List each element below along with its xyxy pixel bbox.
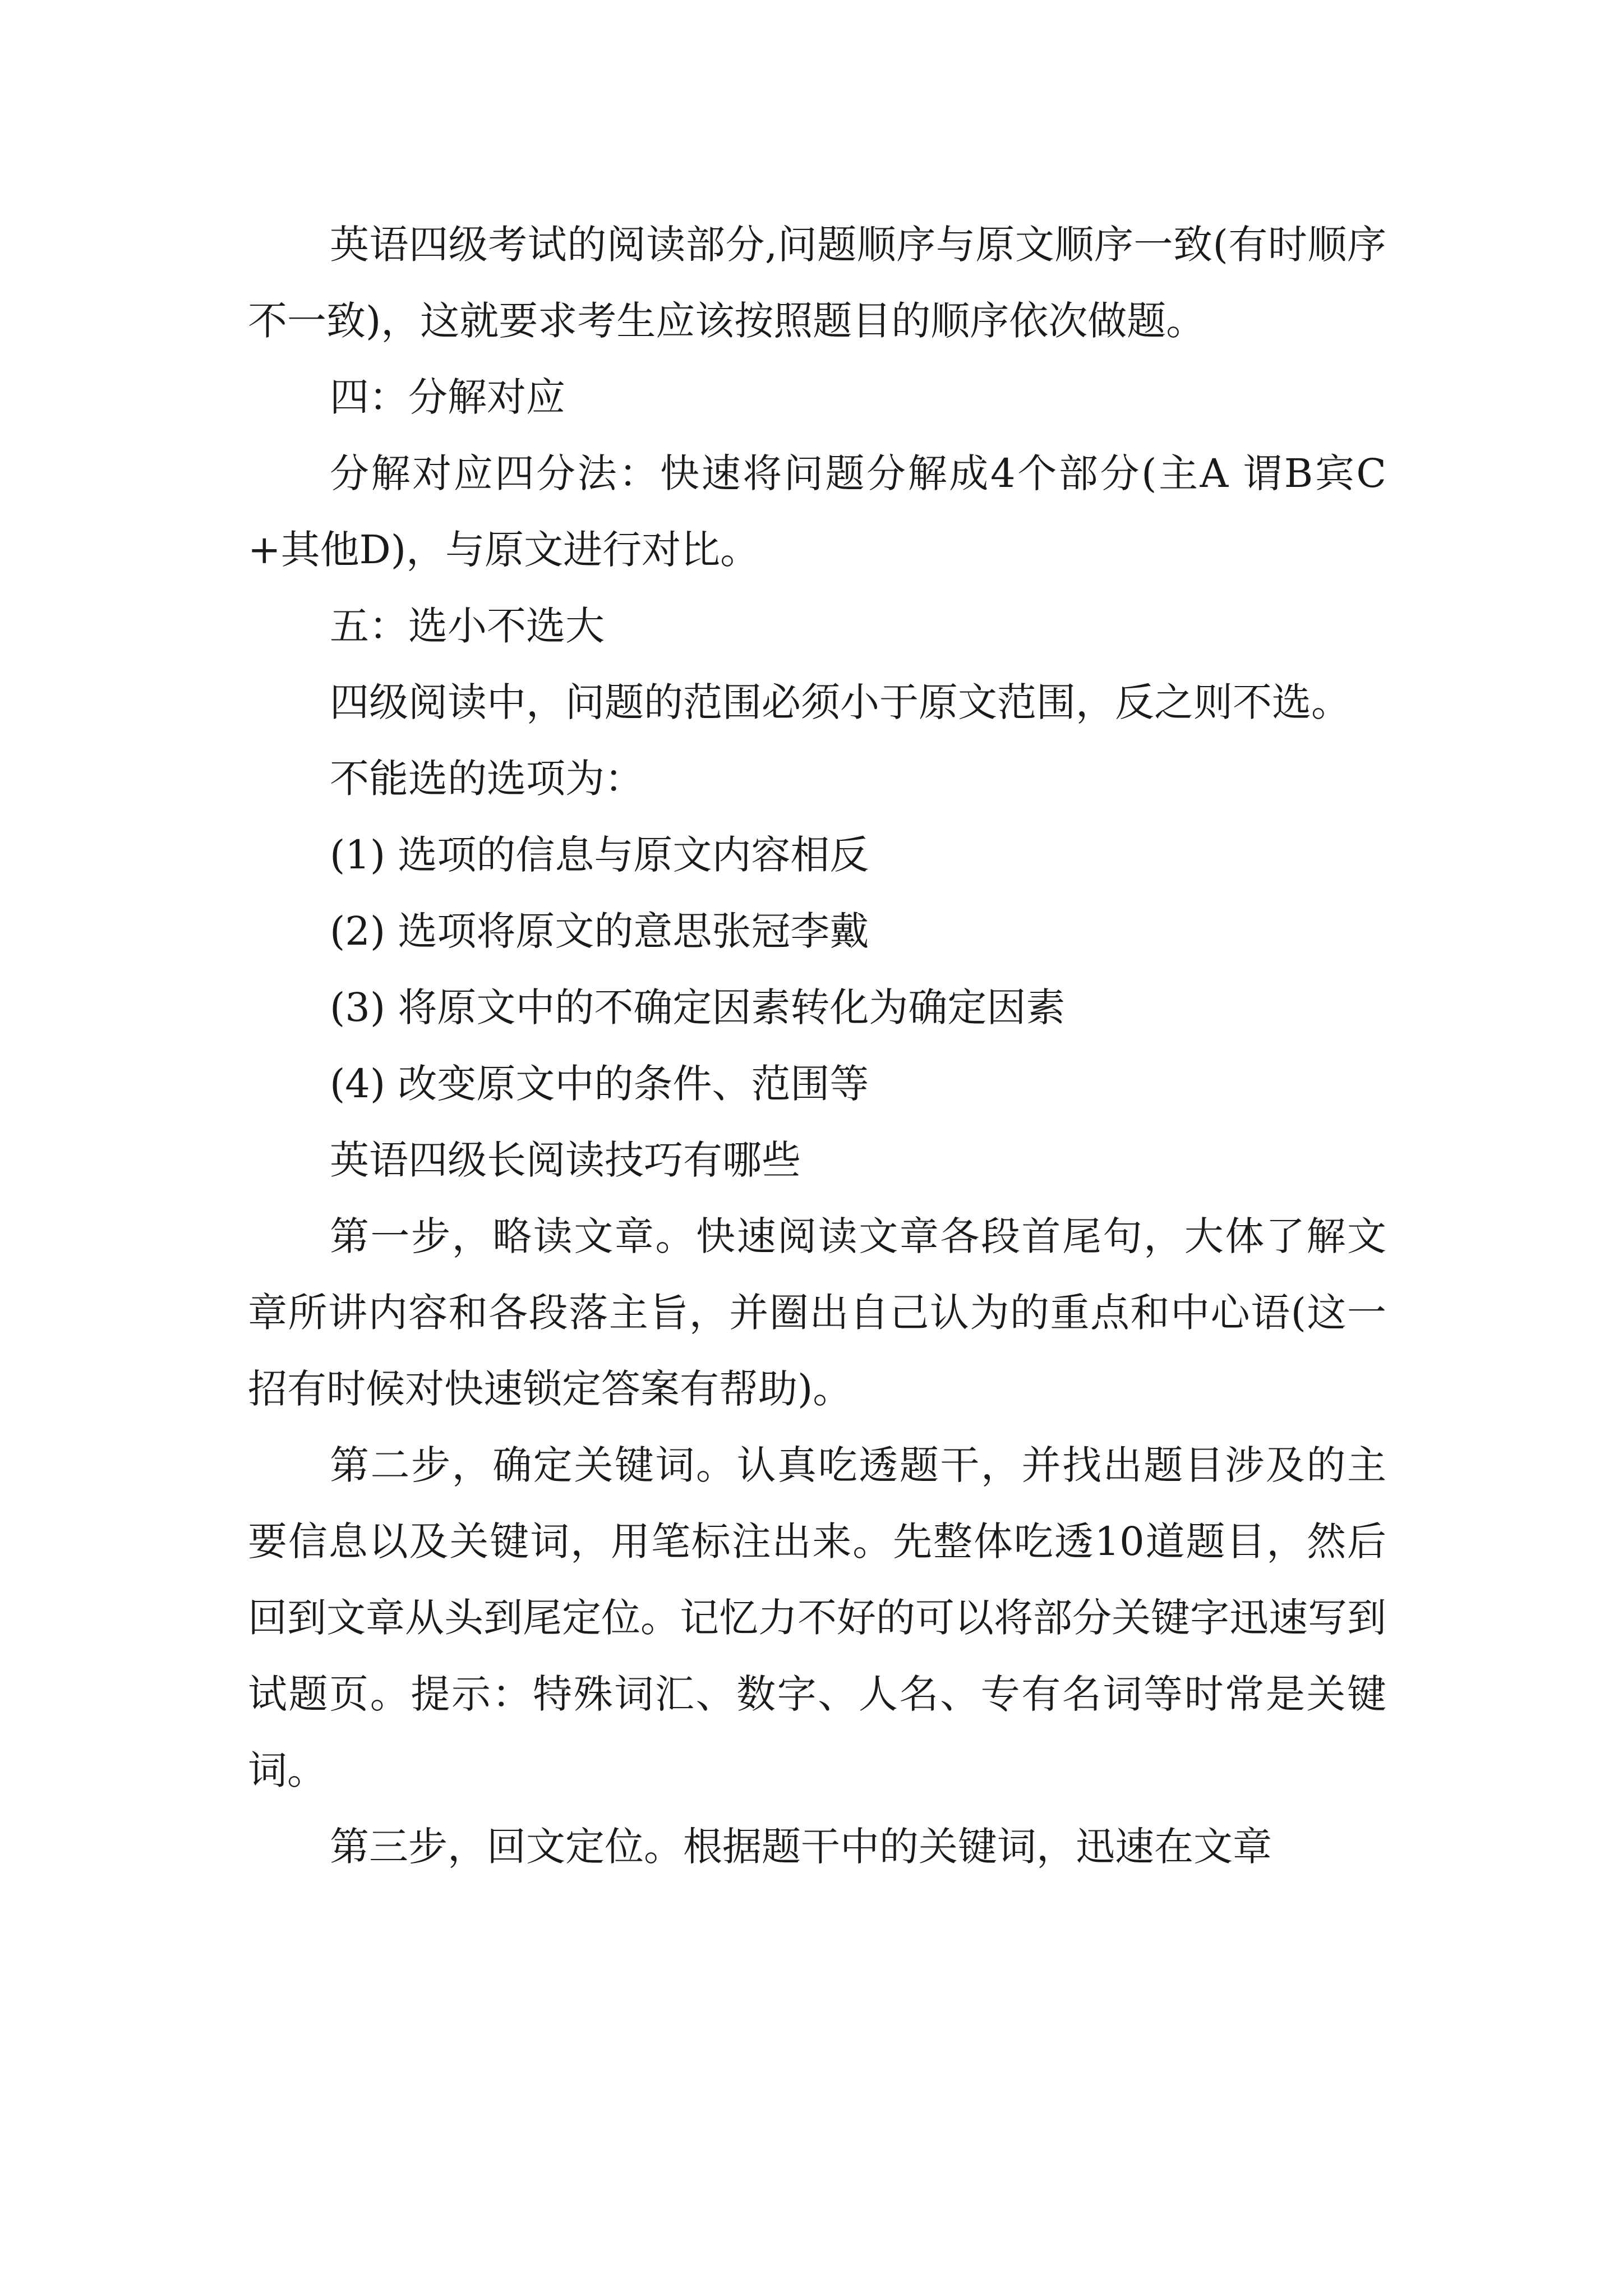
paragraph-step-one: 第一步，略读文章。快速阅读文章各段首尾句，大体了解文章所讲内容和各段落主旨，并圈出自己认为的重点和中心语(这一招有时候对快速锁定答案有帮助)。	[248, 1213, 1386, 1412]
list-item-2: (2) 选项将原文的意思张冠李戴	[330, 908, 869, 954]
paragraph-scope-rule: 四级阅读中，问题的范围必须小于原文范围，反之则不选。	[330, 679, 1350, 725]
document-body	[248, 206, 1386, 1885]
paragraph-reading-order: 英语四级考试的阅读部分,问题顺序与原文顺序一致(有时顺序不一致)，这就要求考生应该按照题目的顺序依次做题。	[248, 222, 1386, 344]
heading-long-reading-tips: 英语四级长阅读技巧有哪些	[330, 1137, 801, 1183]
heading-choose-small: 五：选小不选大	[330, 603, 605, 649]
paragraph-step-three: 第三步，回文定位。根据题干中的关键词，迅速在文章	[330, 1824, 1272, 1870]
heading-decompose-match: 四：分解对应	[330, 374, 565, 420]
list-item-4: (4) 改变原文中的条件、范围等	[330, 1061, 869, 1107]
paragraph-step-two: 第二步，确定关键词。认真吃透题干，并找出题目涉及的主要信息以及关键词，用笔标注出来。先整体吃透10道题目，然后回到文章从头到尾定位。记忆力不好的可以将部分关键字迅速写到试题页。提示：特殊词汇、数字、人名、专有名词等时常是关键词。	[248, 1442, 1386, 1793]
paragraph-decompose-method: 分解对应四分法：快速将问题分解成4个部分(主A 谓B宾C+其他D)，与原文进行对比。	[248, 450, 1386, 573]
list-item-1: (1) 选项的信息与原文内容相反	[330, 832, 869, 878]
list-item-3: (3) 将原文中的不确定因素转化为确定因素	[330, 984, 1066, 1030]
paragraph-invalid-options-intro: 不能选的选项为：	[330, 756, 644, 802]
